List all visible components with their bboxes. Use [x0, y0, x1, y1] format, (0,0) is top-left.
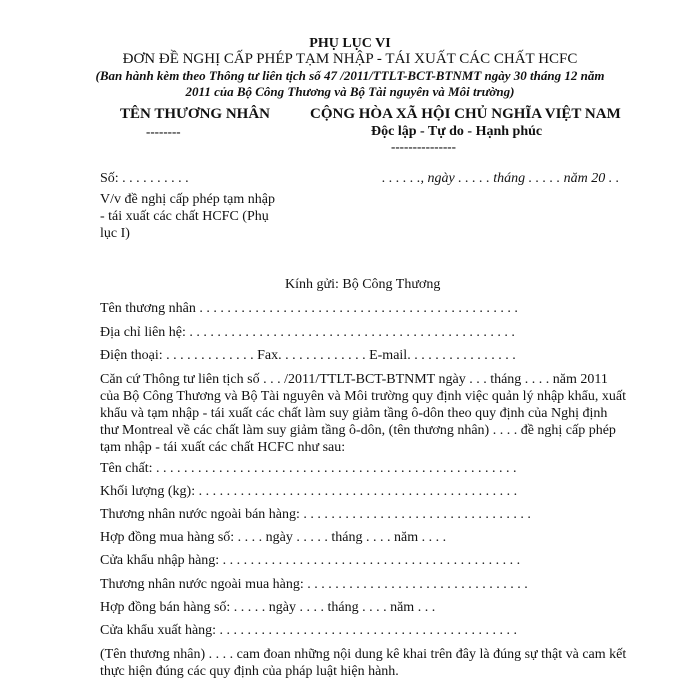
import-gate-field: Cửa khẩu nhập hàng: . . . . . . . . . . . . . . . . . . . . . . . . . . . . . . . . . . . . . . . . . . . — [100, 553, 521, 568]
legal-basis-line-2: 2011 của Bộ Công Thương và Bộ Tài nguyên và Môi trường) — [185, 84, 515, 99]
motto-separator: --------------- — [391, 139, 456, 154]
subject-line-1: V/v đề nghị cấp phép tạm nhập — [100, 192, 275, 207]
basis-line-3: khẩu và tạm nhập - tái xuất các chất làm suy giảm tầng ô-dôn theo quy định của Nghị định — [100, 406, 608, 421]
subject-line-3: lục I) — [100, 226, 130, 241]
quantity-field: Khối lượng (kg): . . . . . . . . . . . . . . . . . . . . . . . . . . . . . . . . . . . . . . . . . . . . . . — [100, 484, 518, 499]
basis-line-1: Căn cứ Thông tư liên tịch số . . . /2011/TTLT-BCT-BTNMT ngày . . . tháng . . . . năm 2011 — [100, 372, 608, 387]
basis-line-5: tạm nhập - tái xuất các chất HCFC như sau: — [100, 440, 346, 455]
place-date-line: . . . . . ., ngày . . . . . tháng . . . . . năm 20 . . — [382, 171, 620, 186]
purchase-contract-field: Hợp đồng mua hàng số: . . . . ngày . . . . . tháng . . . . năm . . . . — [100, 530, 447, 545]
commitment-line-2: thực hiện đúng các quy định của pháp luật hiện hành. — [100, 664, 399, 679]
salutation: Kính gửi: Bộ Công Thương — [285, 277, 441, 292]
basis-line-4: thư Montreal về các chất làm suy giảm tầng ô-dôn, (tên thương nhân) . . . . đề nghị cấp phép — [100, 423, 616, 438]
company-separator: -------- — [146, 124, 181, 139]
national-motto: Độc lập - Tự do - Hạnh phúc — [371, 124, 543, 139]
sales-contract-field: Hợp đồng bán hàng số: . . . . . ngày . . . . tháng . . . . năm . . . — [100, 600, 436, 615]
foreign-buyer-field: Thương nhân nước ngoài mua hàng: . . . . . . . . . . . . . . . . . . . . . . . . . . . . . . . . — [100, 577, 528, 592]
commitment-line-1: (Tên thương nhân) . . . . cam đoan những nội dung kê khai trên đây là đúng sự thật và cam kết — [100, 647, 627, 662]
legal-basis-line-1: (Ban hành kèm theo Thông tư liên tịch số 47 /2011/TTLT-BCT-BTNMT ngày 30 tháng 12 năm — [95, 68, 605, 83]
export-gate-field: Cửa khẩu xuất hàng: . . . . . . . . . . . . . . . . . . . . . . . . . . . . . . . . . . . . . . . . . . . — [100, 623, 518, 638]
contact-field: Điện thoại: . . . . . . . . . . . . . Fax. . . . . . . . . . . . . E-mail. . . . . . . . . . . . . . . . — [100, 348, 516, 363]
document-title: ĐƠN ĐỀ NGHỊ CẤP PHÉP TẠM NHẬP - TÁI XUẤT CÁC CHẤT HCFC — [122, 51, 578, 67]
substance-field: Tên chất: . . . . . . . . . . . . . . . . . . . . . . . . . . . . . . . . . . . . . . . . . . . . . . . . . . . . — [100, 461, 517, 476]
appendix-label: PHỤ LỤC VI — [309, 36, 391, 51]
national-title: CỘNG HÒA XÃ HỘI CHỦ NGHĨA VIỆT NAM — [310, 106, 621, 122]
foreign-seller-field: Thương nhân nước ngoài bán hàng: . . . . . . . . . . . . . . . . . . . . . . . . . . . . . . . . . — [100, 507, 531, 522]
company-name-header: TÊN THƯƠNG NHÂN — [120, 106, 271, 122]
company-name-field: Tên thương nhân . . . . . . . . . . . . . . . . . . . . . . . . . . . . . . . . . . . . . . . . . . . . . . — [100, 301, 518, 316]
address-field: Địa chỉ liên hệ: . . . . . . . . . . . . . . . . . . . . . . . . . . . . . . . . . . . . . . . . . . . . . . . — [100, 325, 515, 340]
document-number: Số: . . . . . . . . . . — [100, 171, 189, 186]
basis-line-2: của Bộ Công Thương và Bộ Tài nguyên và Môi trường quy định việc quản lý nhập khẩu, xuất — [100, 389, 626, 404]
subject-line-2: - tái xuất các chất HCFC (Phụ — [100, 209, 269, 224]
